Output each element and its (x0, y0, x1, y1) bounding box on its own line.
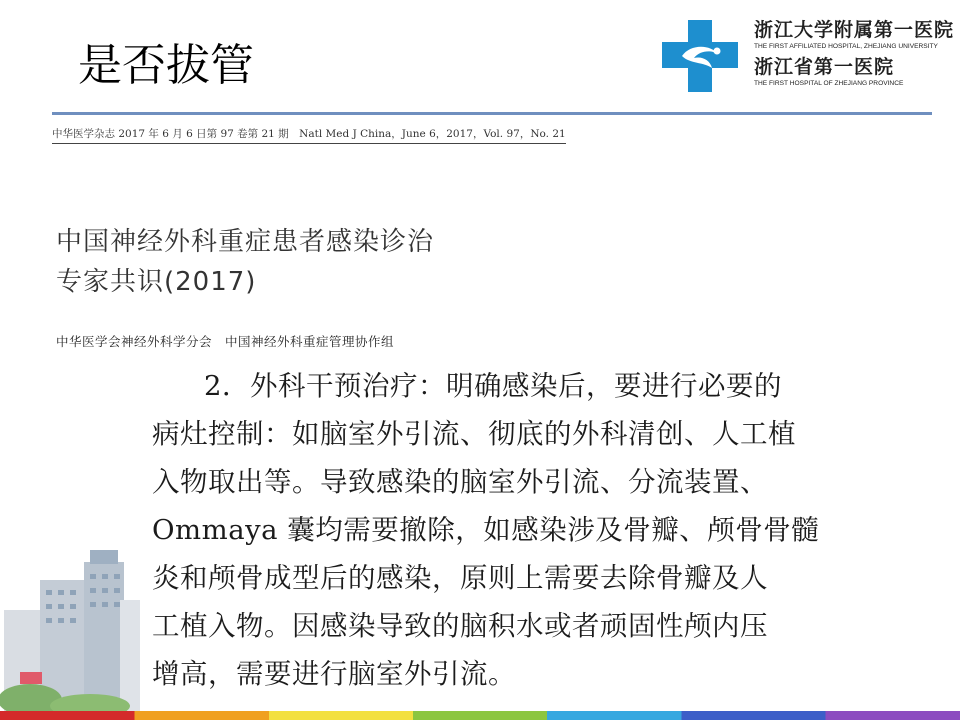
excerpt-line: 病灶控制：如脑室外引流、彻底的外科清创、人工植 (152, 418, 796, 450)
hospital-names (754, 18, 955, 92)
article-title-line: 中国神经外科重症患者感染诊治 (56, 227, 435, 257)
article-title-line: 专家共识(2017) (56, 267, 257, 297)
hospital-name-cn-1: 浙江大学附属第一医院 (754, 19, 955, 41)
excerpt-line: 炎和颅骨成型后的感染，原则上需要去除骨瓣及人 (152, 562, 768, 594)
excerpt-line: 2．外科干预治疗：明确感染后，要进行必要的 (204, 370, 782, 402)
bottom-color-stripe (0, 711, 960, 720)
excerpt-line: 增高，需要进行脑室外引流。 (152, 658, 516, 690)
hospital-name-cn-2: 浙江省第一医院 (754, 56, 895, 78)
excerpt-line: 工植入物。因感染导致的脑积水或者顽固性颅内压 (152, 610, 768, 642)
hospital-buildings-image (0, 540, 140, 715)
slide-title: 是否拔管 (78, 40, 254, 91)
article-authors: 中华医学会神经外科学分会 中国神经外科重症管理协作组 (56, 334, 395, 349)
hospital-name-en-2: THE FIRST HOSPITAL OF ZHEJIANG PROVINCE (754, 80, 904, 87)
hospital-name-en-1: THE FIRST AFFILIATED HOSPITAL, ZHEJIANG UNIVERSITY (754, 43, 938, 50)
article-title (56, 222, 434, 302)
journal-citation: 中华医学杂志 2017 年 6 月 6 日第 97 卷第 21 期 Natl Med J China，June 6，2017，Vol. 97，No. 21 (52, 126, 566, 144)
excerpt-line: Ommaya 囊均需要撤除，如感染涉及骨瓣、颅骨骨髓 (152, 514, 820, 546)
header-divider (52, 112, 932, 115)
hospital-logo-icon (660, 18, 740, 94)
excerpt-line: 入物取出等。导致感染的脑室外引流、分流装置、 (152, 466, 768, 498)
